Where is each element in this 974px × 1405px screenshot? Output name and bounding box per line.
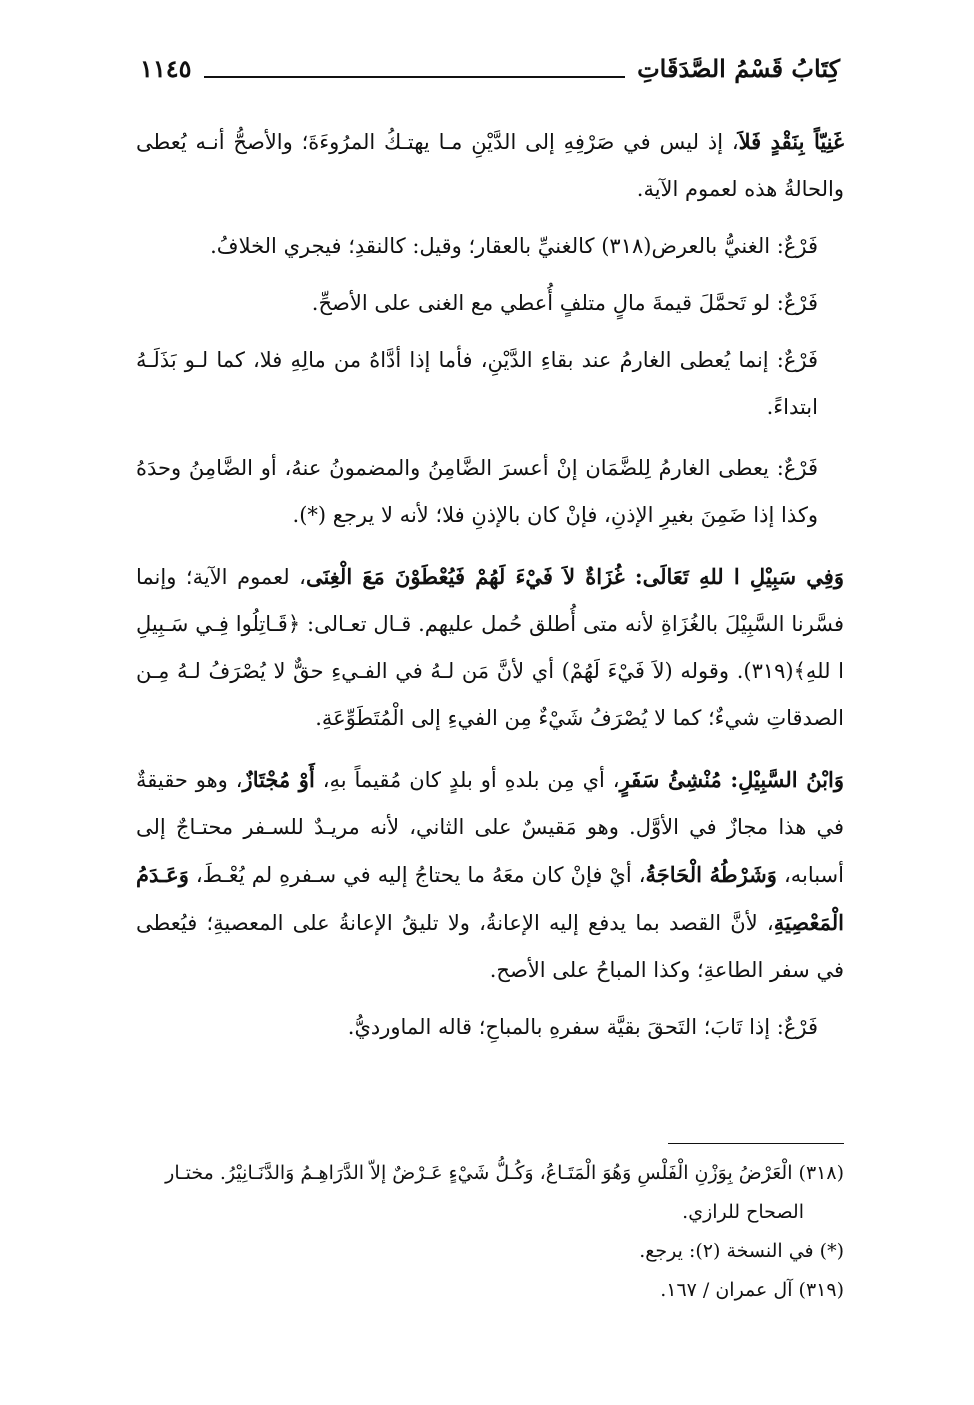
running-header [140, 48, 840, 88]
paragraph-3 [136, 280, 844, 327]
main-text [136, 118, 844, 1061]
footnote-star [136, 1232, 844, 1271]
footnote-text: (*) في النسخة (٢): يرجع. [639, 1240, 844, 1262]
paragraph-text: فَرْعٌ: لو تَحمَّلَ قيمةَ مالٍ متلفٍ أُعطي مع الغنى على الأصحِّ. [311, 291, 818, 315]
paragraph-1 [136, 118, 844, 213]
paragraph-text: ، أيْ فإنْ كان معَهُ ما يحتاجُ إليه في سـفرهِ لم يُعْـطَ، [188, 863, 646, 887]
footnotes [136, 1154, 844, 1310]
paragraph-text: ، أي مِن بلدهِ أو بلدٍ كان مُقيماً بهِ، [314, 768, 620, 792]
page-number: ١١٤٥ [140, 53, 192, 83]
bold-phrase: غَنِيّاً بِنَقْدٍ فَلاَ [738, 129, 844, 154]
bold-phrase: وَفِي سَبِيْلِ ا للهِ تَعَالَى: غُزَاةٌ لاَ فَيْءَ لَهُمْ فَيُعْطَوْنَ مَعَ الْغِنَى [305, 564, 844, 589]
paragraph-text: ، وهو حقيقةٌ في هذا مجازٌ في الأوَّل. وهو مَقيسٌ على الثاني، لأنه مريـدٌ للسـفر محتـاجٌ إلى أسبابه، [136, 768, 844, 887]
paragraph-4 [136, 337, 844, 431]
paragraph-8 [136, 1004, 844, 1051]
paragraph-5 [136, 445, 844, 539]
paragraph-text: فَرْعٌ: يعطى الغارمُ لِلضَّمَان إنْ أعسرَ الضَّامِنُ والمضمونُ عنهُ، أو الضَّامِنُ وحدَهُ وكذا إذا ضَمِنَ بغيرِ الإذنِ، فإنْ كان بالإذنِ فلا؛ لأنه لا يرجع (*). [136, 456, 818, 527]
paragraph-text: ، لعموم الآية؛ وإنما فسَّرنا السَّبِيْلَ بالغُزَاةِ لأنه متى أُطلق حُمل عليهم. قـال تعـالى: ﴿قَـاتِلُوا فِـي سَـبِيلِ ا للهِ﴾(٣١٩). وقوله (لاَ فَيْءَ لَهُمْ) أي لأنَّ مَن لـهُ في الفـيءِ حقٌّ لا يُصْرَفُ لـهُ مِـن الصدقاتِ شيءٌ؛ كما لا يُصْرَفُ شَيْءٌ مِن الفيءِ إلى الْمُتَطَوِّعَةِ. [136, 565, 844, 730]
bold-phrase: أَوْ مُجْتَازٌ [242, 767, 315, 792]
paragraph-2 [136, 223, 844, 270]
footnote-text: الصحاح للرازي. [682, 1201, 804, 1223]
bold-phrase: وَشَرْطُهُ الْحَاجَةُ [645, 862, 777, 887]
book-title: كِتَابُ قَسْمُ الصَّدَقَاتِ [637, 53, 840, 83]
footnote-text: (٣١٩) آل عمران / ١٦٧. [660, 1279, 844, 1301]
bold-phrase: وَابْنُ السَّبِيْلِ: مُنْشِئُ سَفَرٍ [619, 767, 845, 792]
footnote-318 [136, 1154, 844, 1232]
footnote-text: (٣١٨) الْعَرْضُ بِوَزْنِ الْفَلْسِ وَهُوَ الْمَتَـاعُ، وَكُـلُّ شَيْءٍ عَـرْضٌ إلاّ الدَّرَاهِـمُ وَالدَّنَـانِيْرُ. مختـار [165, 1162, 844, 1184]
paragraph-text: ، لأنَّ القصد بما يدفع إليه الإعانةُ، ولا تليقُ الإعانةُ على المعصيةِ؛ فيُعطى في سفر الطاعةِ؛ وكذا المباحُ على الأصح. [136, 911, 844, 982]
footnote-319 [136, 1271, 844, 1310]
paragraph-text: ، إذ ليس في صَرْفِهِ إلى الدَّيْنِ مـا يهتـكُ المرُوءَةَ؛ والأصحُّ أنـه يُعطى والحالةُ هذه لعموم الآية. [136, 130, 844, 201]
header-rule [204, 58, 626, 78]
bold-phrase: وَعَـدَمُ الْمَعْصِيَةِ [136, 862, 844, 935]
paragraph-7 [136, 756, 844, 994]
paragraph-6 [136, 553, 844, 742]
paragraph-text: فَرْعٌ: الغنيُّ بالعرض(٣١٨) كالغنيِّ بالعقار؛ وقيل: كالنقدِ؛ فيجري الخلافُ. [210, 234, 818, 258]
paragraph-text: فَرْعٌ: إنما يُعطى الغارمُ عند بقاءِ الدَّيْنِ، فأما إذا أدَّاهُ من مالِهِ فلا، كما لـو بَذَلَـهُ ابتداءً. [136, 348, 818, 419]
paragraph-text: فَرْعٌ: إذا تَابَ؛ التَحقَ بقيَّة سفرهِ بالمباحِ؛ قاله الماورديُّ. [347, 1015, 818, 1039]
footnote-separator [668, 1143, 844, 1144]
